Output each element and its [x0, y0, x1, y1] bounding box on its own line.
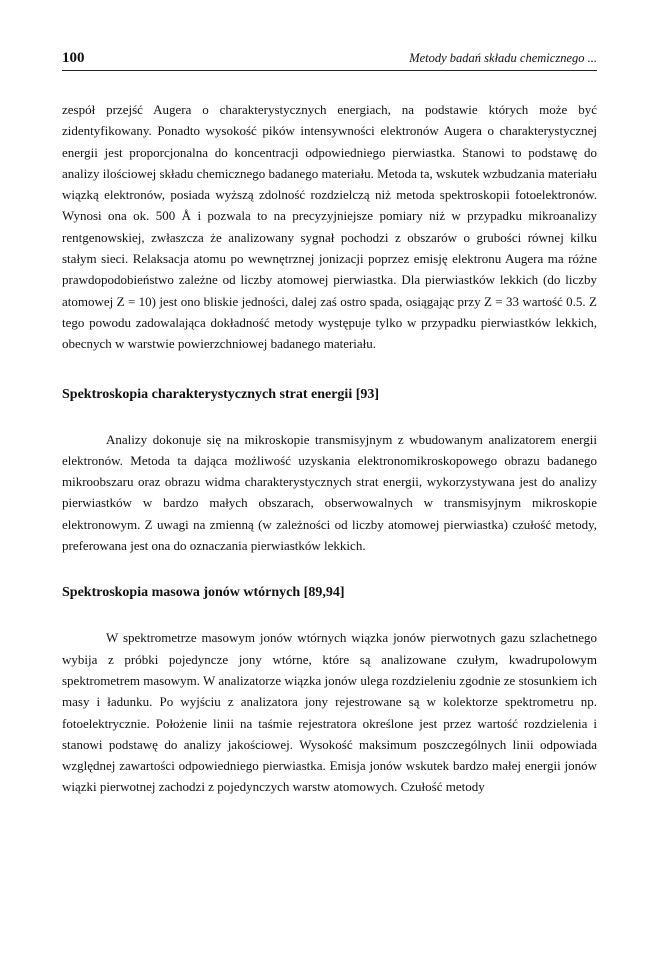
- section-heading-energy-loss: Spektroskopia charakterystycznych strat energii [93]: [62, 386, 380, 402]
- paragraph-energy-loss: Analizy dokonuje się na mikroskopie transmisyjnym z wbudowanym analizatorem energii elektronów. Metoda ta dająca możliwość uzyskania elektronomikroskopowego obrazu badanego mikroobszaru oraz obrazu widma charakterystycznych strat energii, wykorzystywana jest do analizy pierwiastków w bardzo małych obszarach, obserwowalnych w transmisyjnym mikroskopie elektronowym. Z uwagi na zmienną (w zależności od liczby atomowej pierwiastka) czułość metody, preferowana jest ona do oznaczania pierwiastków lekkich.: [62, 431, 597, 554]
- page-content: [62, 99, 597, 798]
- page-number: 100: [62, 50, 85, 66]
- document-page: [62, 0, 597, 966]
- paragraph-auger-continuation: zespół przejść Augera o charakterystycznych energiach, na podstawie których może być zidentyfikowany. Ponadto wysokość pików intensywności elektronów Augera o charakterystycznej energii jest proporcjonalna do koncentracji odpowiedniego pierwiastka. Stanowi to podstawę do analizy ilościowej składu chemicznego badanego materiału. Metoda ta, wskutek wzbudzania materiału wiązką elektronów, posiada wyższą zdolność rozdzielczą niż metoda spektroskopii fotoelektronów. Wynosi ona ok. 500 Å i pozwala to na precyzyjniejsze pomiary niż w przypadku mikroanalizy rentgenowskiej, zwłaszcza że analizowany sygnał pochodzi z obszarów o grubości równej kilku stałym sieci. Relaksacja atomu po wewnętrznej jonizacji poprzez emisję elektronu Augera ma różne prawdopodobieństwo zależne od liczby atomowej pierwiastka. Dla pierwiastków lekkich (do liczby atomowej Z = 10) jest ono bliskie jedności, dalej zaś ostro spada, osiągając przy Z = 33 wartość 0.5. Z tego powodu zadowalająca dokładność metody występuje tylko w przypadku pierwiastków lekkich, obecnych w warstwie powierzchniowej badanego materiału.: [62, 102, 597, 352]
- running-title: Metody badań składu chemicznego ...: [409, 51, 597, 65]
- paragraph-sims: W spektrometrze masowym jonów wtórnych wiązka jonów pierwotnych gazu szlachetnego wybija z próbki pojedyncze jony wtórne, które są analizowane czułym, kwadrupolowym spektrometrem masowym. W analizatorze wiązka jonów ulega rozdzieleniu zgodnie ze stosunkiem ich masy i ładunku. Po wyjściu z analizatora jony rejestrowane są w kolektorze spektrometru np. fotoelektrycznie. Położenie linii na taśmie rejestratora określone jest przez wartość rozdzielenia i stanowi podstawę do analizy jakościowej. Wysokość maksimum poszczególnych linii odpowiada względnej zawartości odpowiedniego pierwiastka. Emisja jonów wskutek bardzo małej energii jonów wiązki pierwotnej zachodzi z pojedynczych warstw atomowych. Czułość metody: [62, 630, 597, 795]
- section-heading-sims: Spektroskopia masowa jonów wtórnych [89,94]: [62, 585, 345, 601]
- page-header: [62, 50, 597, 71]
